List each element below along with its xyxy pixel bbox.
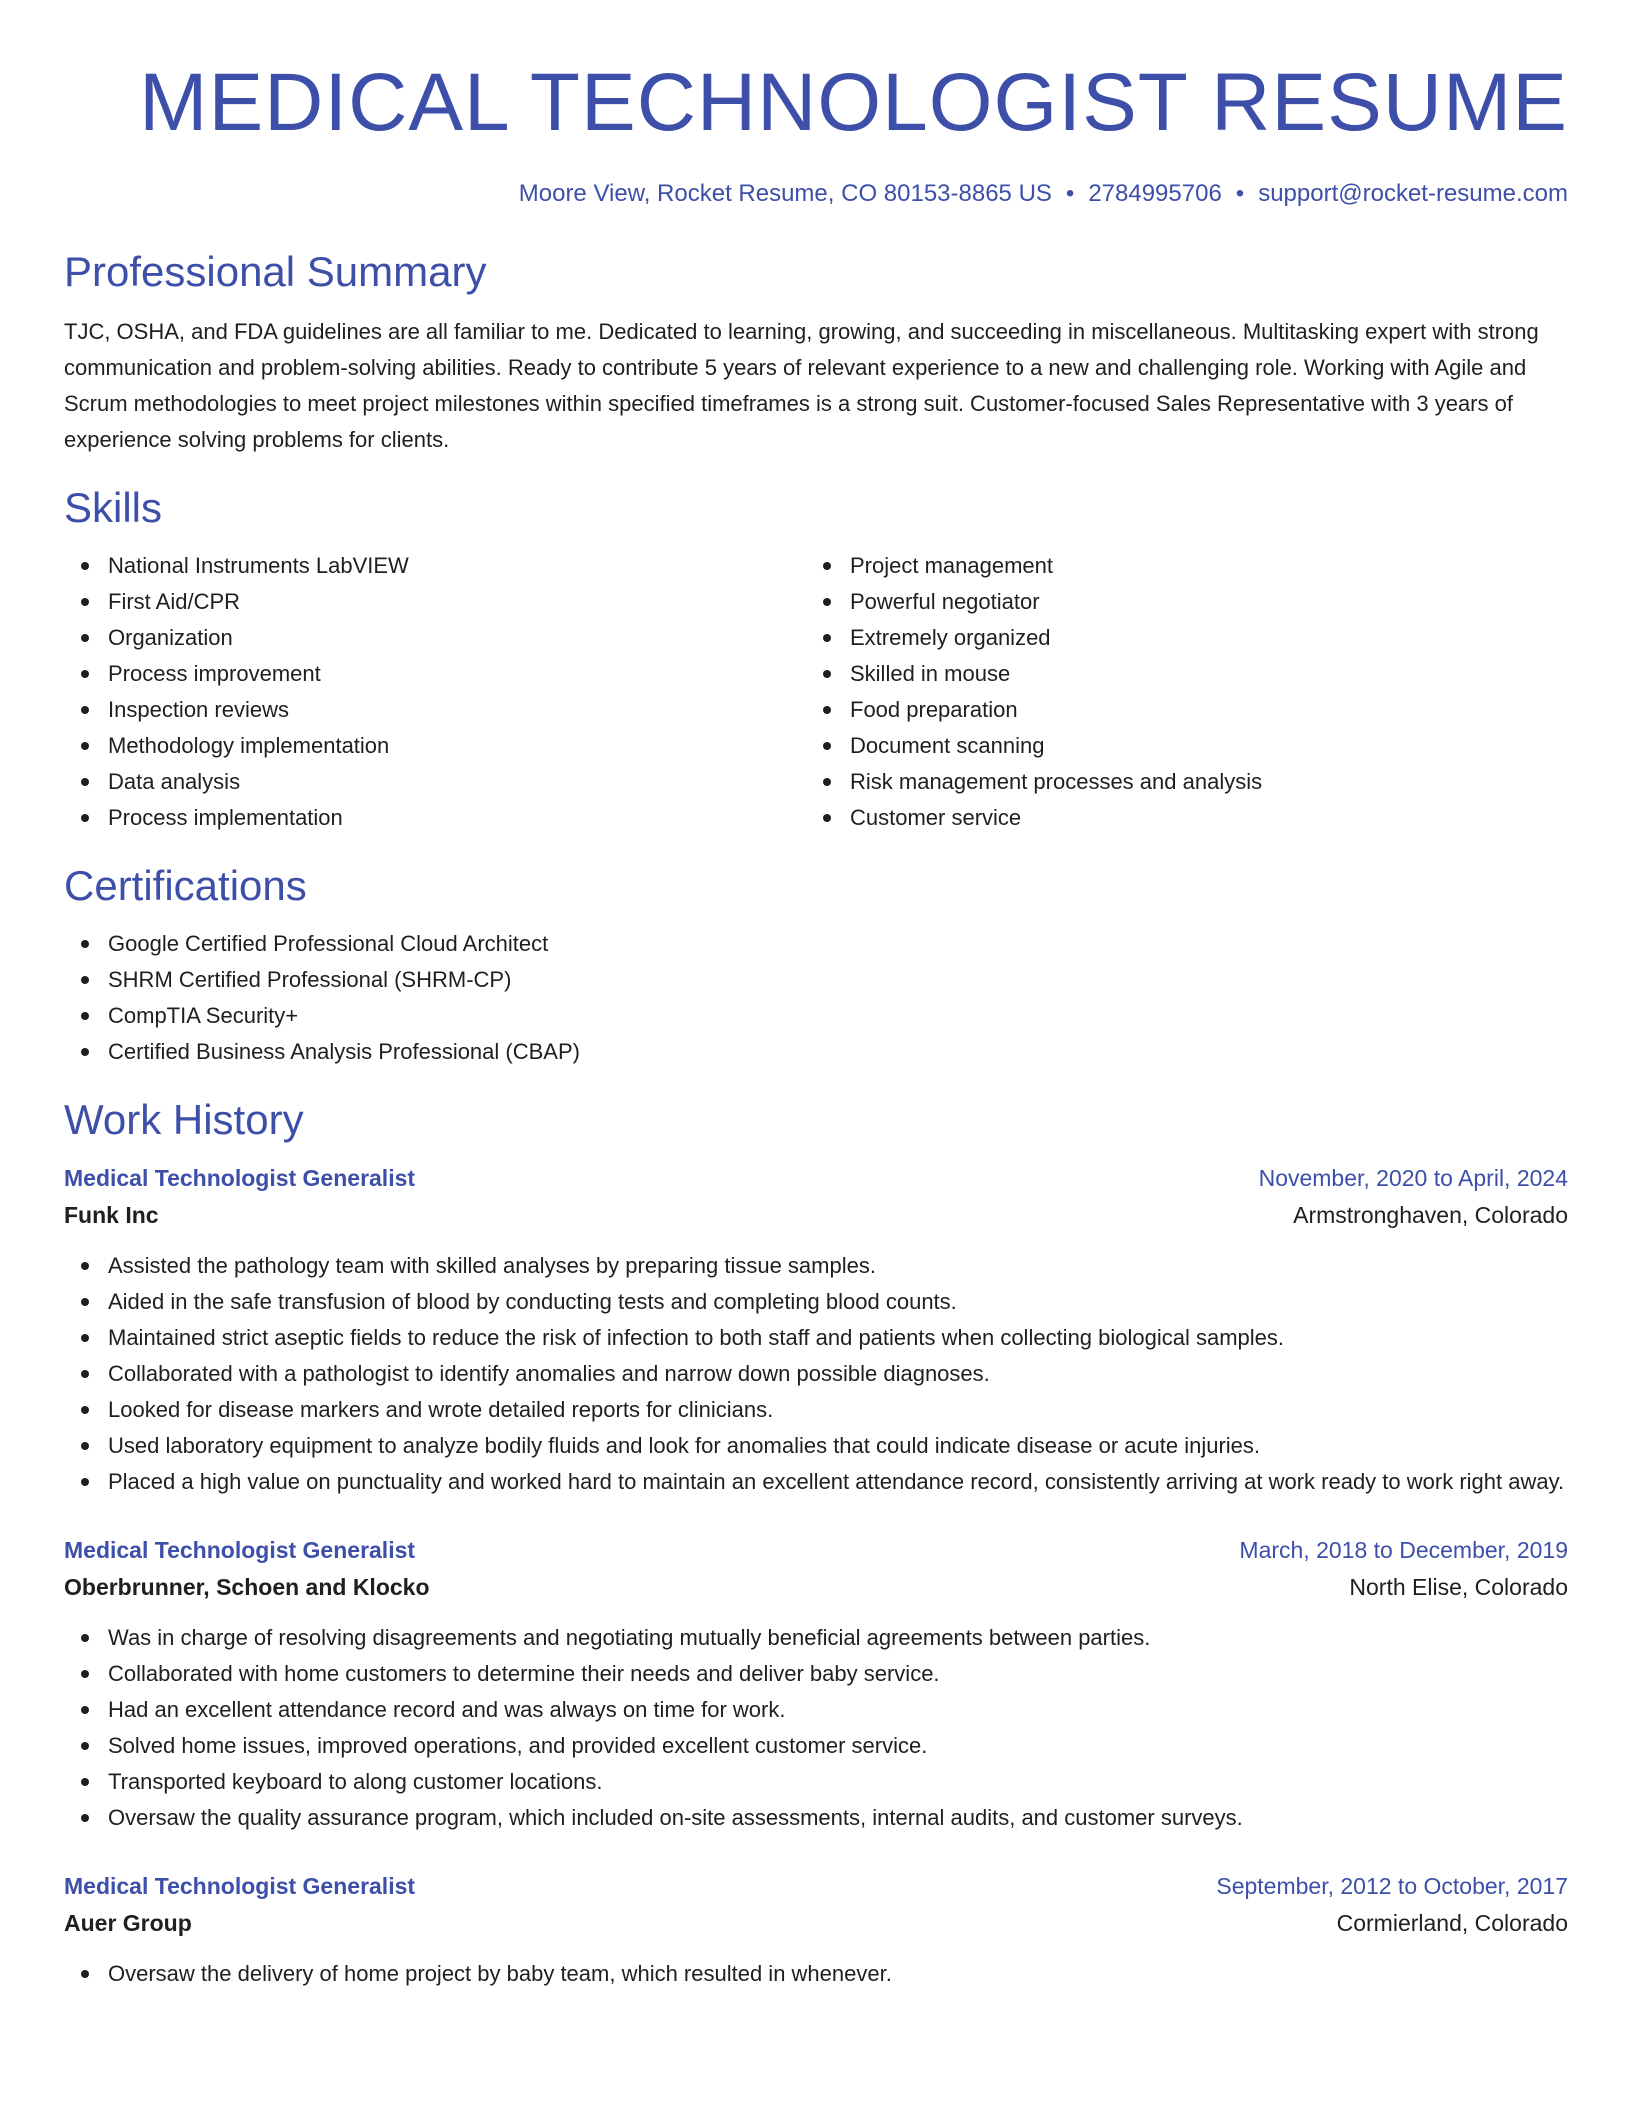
contact-address: Moore View, Rocket Resume, CO 80153-8865 US xyxy=(518,180,1052,207)
job-duty: Aided in the safe transfusion of blood by conducting tests and completing blood counts. xyxy=(64,1284,1568,1320)
job-duty: Oversaw the delivery of home project by baby team, which resulted in whenever. xyxy=(64,1956,1568,1992)
certification-item: Google Certified Professional Cloud Architect xyxy=(64,926,1568,962)
skill-item: Risk management processes and analysis xyxy=(806,764,1548,800)
skill-item: Inspection reviews xyxy=(64,692,806,728)
job-dates: September, 2012 to October, 2017 xyxy=(1216,1873,1568,1899)
skills-list-right xyxy=(806,548,1548,836)
job-dates: November, 2020 to April, 2024 xyxy=(1258,1165,1568,1191)
job-location: Armstronghaven, Colorado xyxy=(1293,1202,1568,1228)
job-dates: March, 2018 to December, 2019 xyxy=(1239,1537,1568,1563)
summary-section xyxy=(64,244,1568,458)
job-duties xyxy=(64,1248,1568,1500)
skill-item: Process improvement xyxy=(64,656,806,692)
job-duty: Collaborated with a pathologist to identify anomalies and narrow down possible diagnoses. xyxy=(64,1356,1568,1392)
job-subheader xyxy=(64,1904,1568,1942)
contact-separator: • xyxy=(1065,180,1075,207)
skill-item: Data analysis xyxy=(64,764,806,800)
job-duty: Solved home issues, improved operations, and provided excellent customer service. xyxy=(64,1728,1568,1764)
skill-item: Powerful negotiator xyxy=(806,584,1548,620)
job-role: Medical Technologist Generalist xyxy=(64,1873,416,1899)
skills-list-left xyxy=(64,548,806,836)
work-history-heading: Work History xyxy=(64,1096,304,1143)
job-entry xyxy=(64,1532,1568,1836)
skill-item: Project management xyxy=(806,548,1548,584)
skills-grid xyxy=(64,548,1568,836)
resume-title: MEDICAL TECHNOLOGIST RESUME xyxy=(139,57,1568,148)
job-subheader xyxy=(64,1568,1568,1606)
job-duty: Looked for disease markers and wrote detailed reports for clinicians. xyxy=(64,1392,1568,1428)
skill-item: Organization xyxy=(64,620,806,656)
job-duty: Oversaw the quality assurance program, which included on-site assessments, internal audits, and customer surveys. xyxy=(64,1800,1568,1836)
job-role: Medical Technologist Generalist xyxy=(64,1537,416,1563)
job-duty: Assisted the pathology team with skilled analyses by preparing tissue samples. xyxy=(64,1248,1568,1284)
job-duty: Collaborated with home customers to determine their needs and deliver baby service. xyxy=(64,1656,1568,1692)
skill-item: Customer service xyxy=(806,800,1548,836)
skill-item: Document scanning xyxy=(806,728,1548,764)
work-history-section xyxy=(64,1092,1568,1992)
certification-item: Certified Business Analysis Professional (CBAP) xyxy=(64,1034,1568,1070)
contact-phone: 2784995706 xyxy=(1088,180,1222,207)
job-duty: Transported keyboard to along customer locations. xyxy=(64,1764,1568,1800)
job-entry xyxy=(64,1160,1568,1500)
summary-text: TJC, OSHA, and FDA guidelines are all familiar to me. Dedicated to learning, growing, and succeeding in miscellaneous. Multitasking expert with strong communication and problem-solving abilities. Ready to contribute 5 years of relevant experience to a new and challenging role. Working with Agile and Scrum methodologies to meet project milestones within specified timeframes is a strong suit. Customer-focused Sales Representative with 3 years of experience solving problems for clients. xyxy=(64,319,1539,452)
job-duty: Placed a high value on punctuality and worked hard to maintain an excellent attendance record, consistently arriving at work ready to work right away. xyxy=(64,1464,1568,1500)
contact-email: support@rocket-resume.com xyxy=(1258,180,1568,207)
job-duty: Had an excellent attendance record and was always on time for work. xyxy=(64,1692,1568,1728)
job-duties xyxy=(64,1956,1568,1992)
certification-item: SHRM Certified Professional (SHRM-CP) xyxy=(64,962,1568,998)
job-location: North Elise, Colorado xyxy=(1349,1574,1568,1600)
contact-line xyxy=(64,178,1568,210)
skills-section xyxy=(64,480,1568,836)
certifications-heading: Certifications xyxy=(64,862,307,909)
summary-heading: Professional Summary xyxy=(64,248,487,295)
certifications-list xyxy=(64,926,1568,1070)
skill-item: Extremely organized xyxy=(806,620,1548,656)
skill-item: Food preparation xyxy=(806,692,1548,728)
job-header xyxy=(64,1868,1568,1904)
job-company: Auer Group xyxy=(64,1910,192,1936)
job-role: Medical Technologist Generalist xyxy=(64,1165,416,1191)
job-subheader xyxy=(64,1196,1568,1234)
skill-item: National Instruments LabVIEW xyxy=(64,548,806,584)
job-duties xyxy=(64,1620,1568,1836)
job-location: Cormierland, Colorado xyxy=(1336,1910,1568,1936)
job-duty: Used laboratory equipment to analyze bodily fluids and look for anomalies that could indicate disease or acute injuries. xyxy=(64,1428,1568,1464)
job-duty: Maintained strict aseptic fields to reduce the risk of infection to both staff and patients when collecting biological samples. xyxy=(64,1320,1568,1356)
contact-separator: • xyxy=(1235,180,1245,207)
job-company: Funk Inc xyxy=(64,1202,159,1228)
skill-item: Process implementation xyxy=(64,800,806,836)
skill-item: First Aid/CPR xyxy=(64,584,806,620)
job-company: Oberbrunner, Schoen and Klocko xyxy=(64,1574,430,1600)
job-duty: Was in charge of resolving disagreements and negotiating mutually beneficial agreements between parties. xyxy=(64,1620,1568,1656)
job-entry xyxy=(64,1868,1568,1992)
skill-item: Methodology implementation xyxy=(64,728,806,764)
job-header xyxy=(64,1160,1568,1196)
skill-item: Skilled in mouse xyxy=(806,656,1548,692)
certification-item: CompTIA Security+ xyxy=(64,998,1568,1034)
certifications-section xyxy=(64,858,1568,1070)
job-header xyxy=(64,1532,1568,1568)
skills-heading: Skills xyxy=(64,484,163,531)
